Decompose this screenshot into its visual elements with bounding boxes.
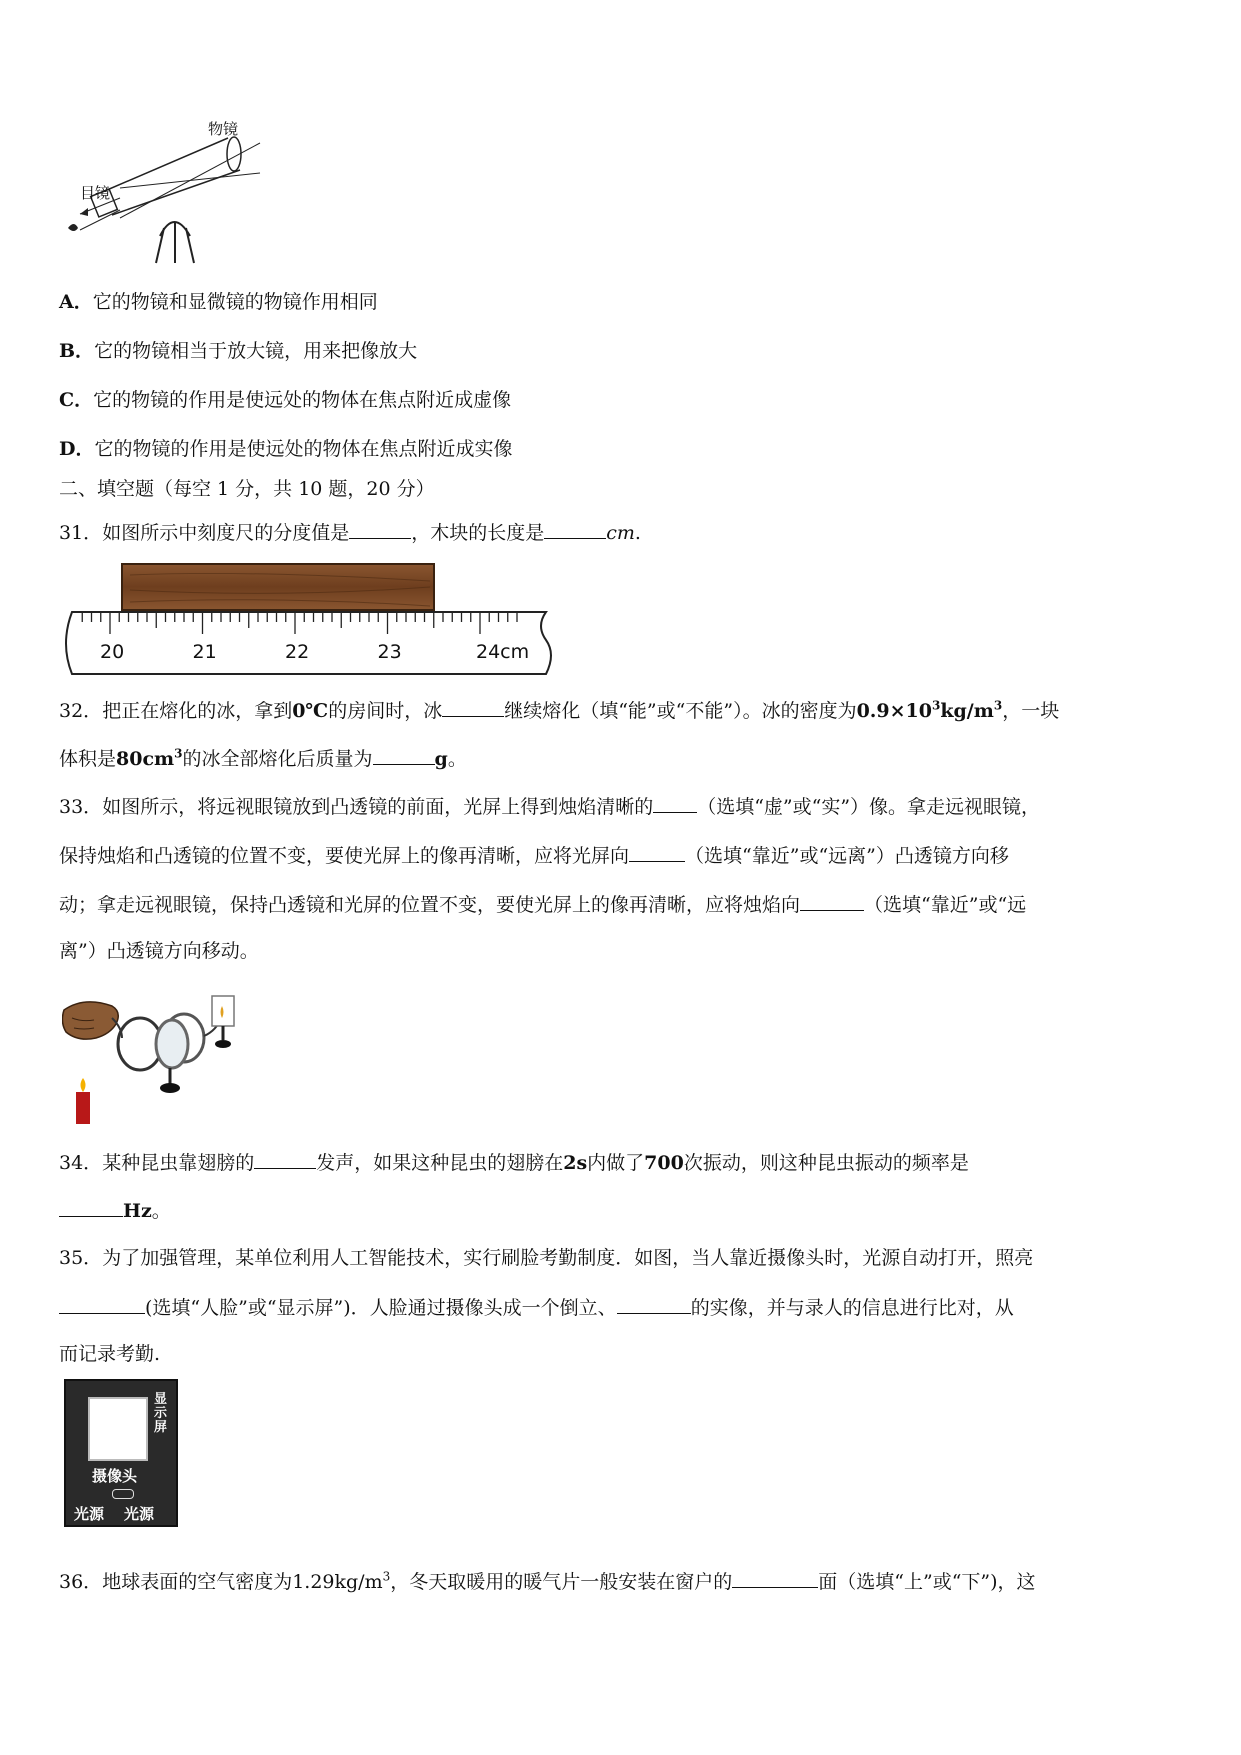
light-source-left: 光源 bbox=[74, 1505, 105, 1523]
answer-blank[interactable] bbox=[800, 890, 864, 911]
option-c: C．它的物镜的作用是使远处的物体在焦点附近成虚像 bbox=[59, 389, 512, 411]
answer-blank[interactable] bbox=[544, 518, 606, 539]
answer-blank[interactable] bbox=[59, 1293, 145, 1314]
ruler-label: 22 bbox=[285, 641, 310, 663]
answer-blank[interactable] bbox=[373, 744, 435, 765]
question-34-line-2: Hz。 bbox=[59, 1196, 171, 1224]
option-b: B．它的物镜相当于放大镜，用来把像放大 bbox=[59, 340, 418, 362]
telescope-figure bbox=[60, 118, 300, 268]
camera-label: 摄像头 bbox=[92, 1467, 138, 1485]
ruler-label: 20 bbox=[100, 641, 125, 663]
eyepiece-label: 目镜 bbox=[80, 184, 111, 202]
ruler-figure bbox=[60, 560, 560, 682]
question-33-line-3: 动；拿走远视眼镜，保持凸透镜和光屏的位置不变，要使光屏上的像再清晰，应将烛焰向 （选填“靠近”或“远 bbox=[59, 890, 1026, 918]
screen-label: 显示屏 bbox=[154, 1392, 168, 1435]
ruler-label: 21 bbox=[192, 641, 217, 663]
question-35-line-3: 而记录考勤. bbox=[59, 1343, 161, 1365]
question-32-line-2: 体积是$80cm^3$的冰全部熔化后质量为 g。 bbox=[59, 744, 467, 772]
question-35-line-2: (选填“人脸”或“显示屏”)．人脸通过摄像头成一个倒立、 的实像，并与录人的信息进行比对，从 bbox=[59, 1293, 1014, 1321]
question-36: 36．地球表面的空气密度为$1.29kg/m^3$，冬天取暖用的暖气片一般安装在窗户的 面（选填“上”或“下”)，这 bbox=[59, 1567, 1036, 1595]
option-d: D．它的物镜的作用是使远处的物体在焦点附近成实像 bbox=[59, 438, 513, 460]
ruler-label: 24cm bbox=[476, 641, 530, 663]
question-32-line-1: 32．把正在熔化的冰，拿到0℃的房间时，冰 继续熔化（填“能”或“不能”）。冰的密度为$0.9\times 10^3kg/m^3$，一块 bbox=[59, 696, 1059, 724]
question-33-line-2: 保持烛焰和凸透镜的位置不变，要使光屏上的像再清晰，应将光屏向 （选填“靠近”或“远离”）凸透镜方向移 bbox=[59, 841, 1009, 869]
objective-label: 物镜 bbox=[208, 120, 239, 138]
answer-blank[interactable] bbox=[59, 1196, 123, 1217]
question-31: 31．如图所示中刻度尺的分度值是 ，木块的长度是 cm. bbox=[59, 518, 641, 546]
answer-blank[interactable] bbox=[653, 792, 697, 813]
option-a: A．它的物镜和显微镜的物镜作用相同 bbox=[59, 291, 378, 313]
camera-lens bbox=[112, 1489, 134, 1499]
ruler-label: 23 bbox=[377, 641, 402, 663]
light-source-right: 光源 bbox=[124, 1505, 155, 1523]
answer-blank[interactable] bbox=[349, 518, 411, 539]
lens-experiment-figure bbox=[62, 988, 247, 1128]
question-33-line-4: 离”）凸透镜方向移动。 bbox=[59, 940, 259, 962]
display-screen bbox=[88, 1397, 148, 1461]
answer-blank[interactable] bbox=[617, 1293, 691, 1314]
answer-blank[interactable] bbox=[254, 1148, 316, 1169]
answer-blank[interactable] bbox=[442, 696, 504, 717]
answer-blank[interactable] bbox=[629, 841, 685, 862]
question-34-line-1: 34．某种昆虫靠翅膀的 发声，如果这种昆虫的翅膀在2s内做了700次振动，则这种昆虫振动的频率是 bbox=[59, 1148, 969, 1176]
question-33-line-1: 33．如图所示，将远视眼镜放到凸透镜的前面，光屏上得到烛焰清晰的 （选填“虚”或“实”）像。拿走远视眼镜， bbox=[59, 792, 1040, 820]
attendance-device-figure bbox=[64, 1379, 178, 1527]
question-35-line-1: 35．为了加强管理，某单位利用人工智能技术，实行刷脸考勤制度．如图，当人靠近摄像头时，光源自动打开，照亮 bbox=[59, 1247, 1034, 1269]
section-title: 二、填空题（每空 1 分，共 10 题，20 分） bbox=[59, 478, 435, 500]
answer-blank[interactable] bbox=[732, 1567, 818, 1588]
